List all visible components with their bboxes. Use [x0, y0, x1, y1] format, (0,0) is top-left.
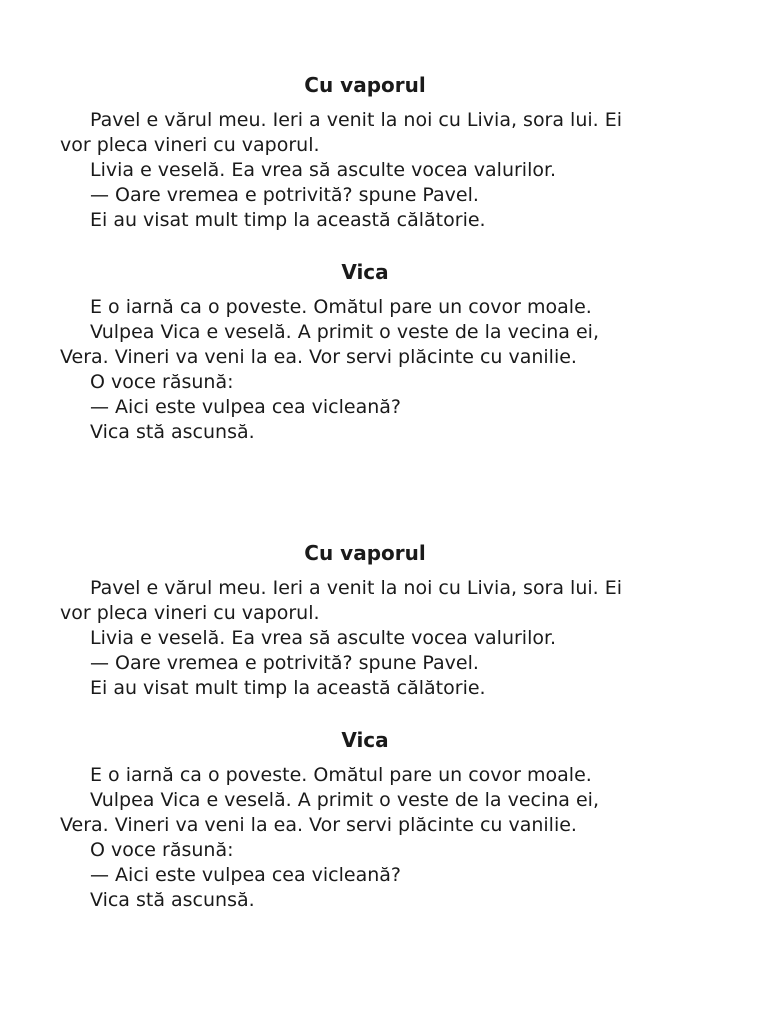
story-title: Vica	[341, 260, 389, 284]
story-block-copy-2	[60, 540, 710, 913]
dialogue-line: — Oare vremea e potrivită? spune Pavel.	[90, 184, 479, 206]
paragraph-line: Vera. Vineri va veni la ea. Vor servi plăcinte cu vanilie.	[60, 346, 577, 368]
paragraph: Vica stă ascunsă.	[90, 421, 255, 443]
story-title: Cu vaporul	[304, 73, 426, 97]
story-title: Vica	[341, 728, 389, 752]
paragraph: O voce răsună:	[90, 371, 234, 393]
paragraph: Ei au visat mult timp la această călătorie.	[90, 209, 486, 231]
dialogue-line: — Aici este vulpea cea vicleană?	[90, 396, 402, 418]
story-block-copy-1	[60, 72, 710, 445]
story-vica	[60, 727, 710, 913]
story-title: Cu vaporul	[304, 541, 426, 565]
paragraph: Ei au visat mult timp la această călătorie.	[90, 677, 486, 699]
paragraph-line: vor pleca vineri cu vaporul.	[60, 134, 320, 156]
story-vica	[60, 259, 710, 445]
paragraph	[60, 108, 710, 158]
paragraph: Livia e veselă. Ea vrea să asculte vocea valurilor.	[90, 159, 557, 181]
paragraph-line: Vera. Vineri va veni la ea. Vor servi plăcinte cu vanilie.	[60, 814, 577, 836]
paragraph-line: Pavel e vărul meu. Ieri a venit la noi cu Livia, sora lui. Ei	[90, 577, 623, 599]
paragraph-line: Vulpea Vica e veselă. A primit o veste de la vecina ei,	[90, 789, 599, 811]
paragraph-line: Pavel e vărul meu. Ieri a venit la noi cu Livia, sora lui. Ei	[90, 109, 623, 131]
dialogue-line: — Aici este vulpea cea vicleană?	[90, 864, 402, 886]
paragraph	[60, 576, 710, 626]
paragraph: Livia e veselă. Ea vrea să asculte vocea valurilor.	[90, 627, 557, 649]
paragraph: Vica stă ascunsă.	[90, 889, 255, 911]
dialogue-line: — Oare vremea e potrivită? spune Pavel.	[90, 652, 479, 674]
paragraph: O voce răsună:	[90, 839, 234, 861]
paragraph-line: vor pleca vineri cu vaporul.	[60, 602, 320, 624]
story-cu-vaporul	[60, 540, 710, 701]
paragraph	[60, 320, 710, 370]
paragraph	[60, 788, 710, 838]
paragraph: E o iarnă ca o poveste. Omătul pare un covor moale.	[90, 764, 592, 786]
paragraph: E o iarnă ca o poveste. Omătul pare un covor moale.	[90, 296, 592, 318]
paragraph-line: Vulpea Vica e veselă. A primit o veste de la vecina ei,	[90, 321, 599, 343]
story-cu-vaporul	[60, 72, 710, 233]
